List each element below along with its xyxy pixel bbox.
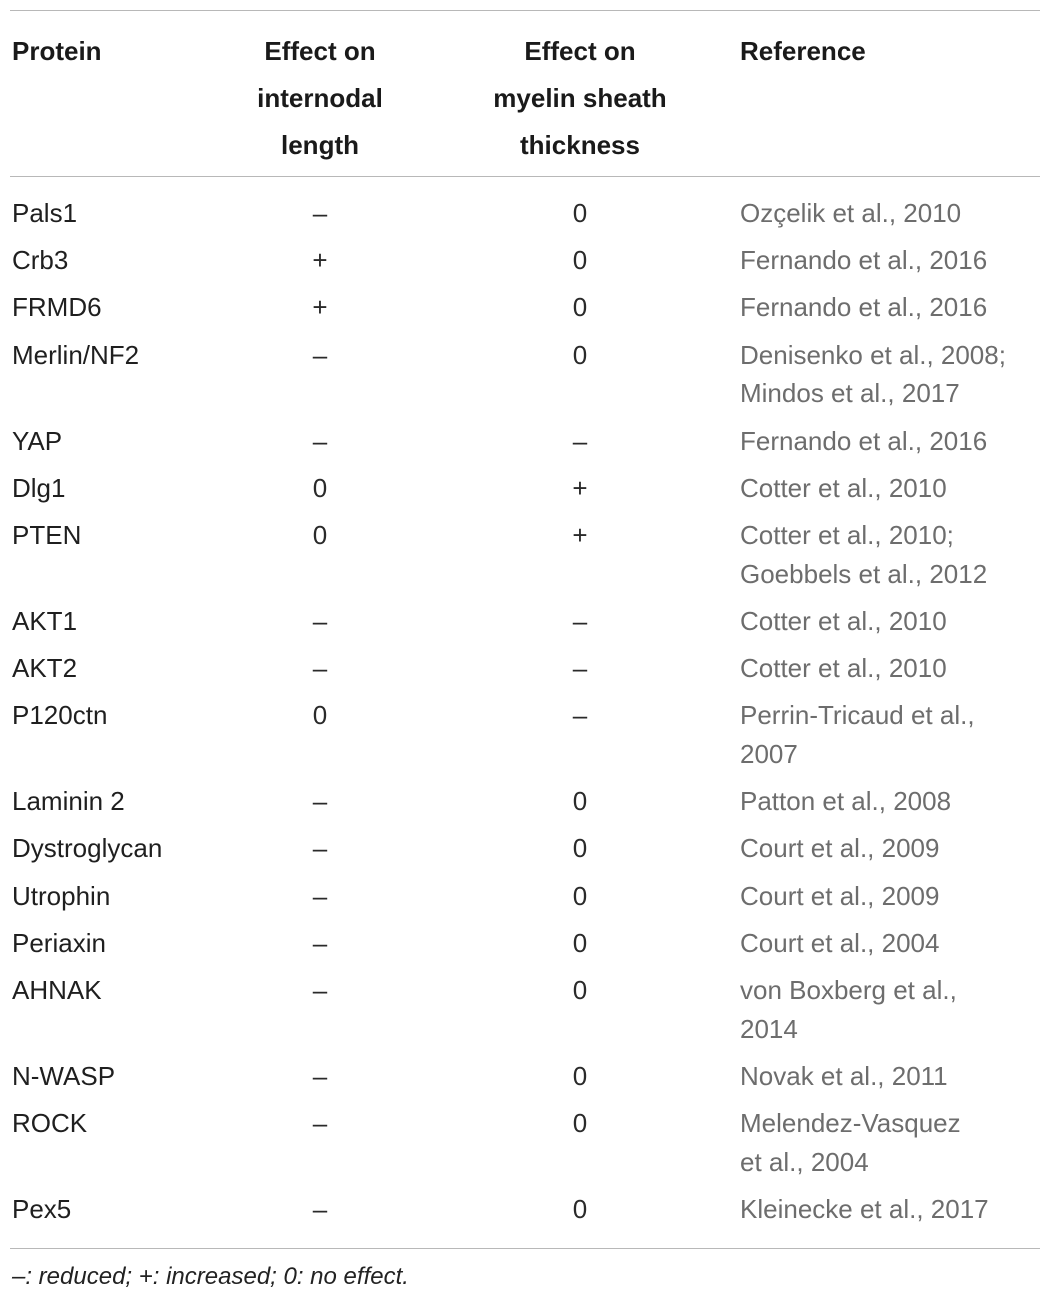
cell-internodal-length: – (312, 880, 328, 911)
cell-reference: Kleinecke et al., 2017 (740, 1193, 989, 1224)
cell-protein: AKT2 (12, 653, 78, 684)
cell-reference: Court et al., 2004 (740, 927, 940, 958)
cell-protein: Utrophin (12, 880, 111, 911)
table-row (0, 194, 1051, 241)
cell-myelin-thickness: 0 (572, 1108, 588, 1139)
cell-internodal-length: – (312, 786, 328, 817)
cell-myelin-thickness: 0 (572, 833, 588, 864)
cell-myelin-thickness: 0 (572, 198, 588, 228)
header-myelin-thickness: Effect on myelin sheath thickness (493, 36, 667, 160)
table-row (0, 516, 1051, 602)
cell-myelin-thickness: 0 (572, 245, 588, 276)
cell-internodal-length: – (312, 974, 328, 1005)
table-bottom-rule (10, 1248, 1040, 1249)
cell-protein: AHNAK (12, 974, 102, 1005)
cell-myelin-thickness: + (572, 519, 588, 550)
cell-internodal-length: – (312, 339, 328, 370)
cell-myelin-thickness: 0 (572, 292, 588, 323)
table-row (0, 1190, 1051, 1237)
cell-protein: Dystroglycan (12, 833, 163, 864)
cell-reference: Novak et al., 2011 (740, 1060, 948, 1091)
table-row (0, 782, 1051, 829)
cell-reference: Cotter et al., 2010; Goebbels et al., 2012 (740, 519, 988, 589)
cell-myelin-thickness: 0 (572, 339, 588, 370)
cell-reference: Court et al., 2009 (740, 833, 940, 864)
cell-reference: Court et al., 2009 (740, 880, 940, 911)
cell-myelin-thickness: – (572, 700, 588, 731)
table-row (0, 829, 1051, 876)
table-row (0, 469, 1051, 516)
table-row (0, 422, 1051, 469)
cell-reference: Fernando et al., 2016 (740, 425, 988, 456)
cell-reference: Fernando et al., 2016 (740, 292, 988, 323)
table-header-rule (10, 176, 1040, 177)
cell-myelin-thickness: – (572, 653, 588, 684)
table-row (0, 877, 1051, 924)
cell-myelin-thickness: – (572, 605, 588, 636)
header-internodal-length: Effect on internodal length (257, 36, 383, 160)
cell-protein: Dlg1 (12, 472, 66, 503)
cell-myelin-thickness: 0 (572, 974, 588, 1005)
table-row (0, 241, 1051, 288)
cell-reference: Cotter et al., 2010 (740, 605, 947, 636)
cell-myelin-thickness: 0 (572, 1060, 588, 1091)
cell-protein: Crb3 (12, 245, 69, 276)
cell-protein: YAP (12, 425, 63, 456)
cell-internodal-length: 0 (312, 472, 328, 503)
cell-myelin-thickness: 0 (572, 1193, 588, 1224)
cell-internodal-length: + (312, 245, 328, 276)
cell-internodal-length: – (312, 605, 328, 636)
table-body (0, 194, 1051, 1237)
cell-protein: P120ctn (12, 700, 108, 731)
cell-internodal-length: – (312, 833, 328, 864)
cell-protein: Merlin/NF2 (12, 339, 140, 370)
table-row (0, 288, 1051, 335)
cell-reference: Fernando et al., 2016 (740, 245, 988, 276)
cell-protein: Periaxin (12, 927, 106, 958)
cell-internodal-length: – (312, 198, 328, 228)
cell-myelin-thickness: 0 (572, 880, 588, 911)
table-row (0, 1104, 1051, 1190)
cell-reference: Perrin-Tricaud et al., 2007 (740, 700, 975, 769)
cell-protein: FRMD6 (12, 292, 102, 323)
cell-myelin-thickness: 0 (572, 927, 588, 958)
cell-protein: N-WASP (12, 1060, 116, 1091)
table-row (0, 1057, 1051, 1104)
cell-myelin-thickness: 0 (572, 786, 588, 817)
cell-internodal-length: – (312, 1193, 328, 1224)
cell-protein: ROCK (12, 1108, 88, 1139)
cell-internodal-length: – (312, 425, 328, 456)
cell-internodal-length: 0 (312, 519, 328, 550)
table-footnote: –: reduced; +: increased; 0: no effect. (12, 1263, 409, 1290)
table-row (0, 649, 1051, 696)
table-top-rule (10, 10, 1040, 11)
cell-internodal-length: 0 (312, 700, 328, 731)
cell-reference: Melendez-Vasquez et al., 2004 (740, 1108, 961, 1177)
cell-protein: Pex5 (12, 1193, 72, 1224)
cell-protein: Pals1 (12, 198, 78, 228)
cell-reference: Cotter et al., 2010 (740, 472, 947, 503)
cell-reference: Patton et al., 2008 (740, 786, 952, 817)
cell-reference: Ozçelik et al., 2010 (740, 198, 962, 228)
cell-protein: Laminin 2 (12, 786, 125, 817)
table-row (0, 336, 1051, 422)
table-row (0, 696, 1051, 782)
cell-internodal-length: – (312, 653, 328, 684)
cell-internodal-length: + (312, 292, 328, 323)
cell-internodal-length: – (312, 1108, 328, 1139)
header-reference: Reference (740, 36, 866, 66)
cell-reference: Cotter et al., 2010 (740, 653, 947, 684)
cell-reference: Denisenko et al., 2008; Mindos et al., 2017 (740, 339, 1006, 409)
cell-reference: von Boxberg et al., 2014 (740, 974, 957, 1044)
cell-protein: PTEN (12, 519, 82, 550)
cell-protein: AKT1 (12, 605, 78, 636)
cell-myelin-thickness: – (572, 425, 588, 456)
cell-internodal-length: – (312, 1060, 328, 1091)
cell-myelin-thickness: + (572, 472, 588, 503)
table-row (0, 924, 1051, 971)
table-row (0, 602, 1051, 649)
header-protein: Protein (12, 36, 102, 66)
cell-internodal-length: – (312, 927, 328, 958)
table-row (0, 971, 1051, 1057)
